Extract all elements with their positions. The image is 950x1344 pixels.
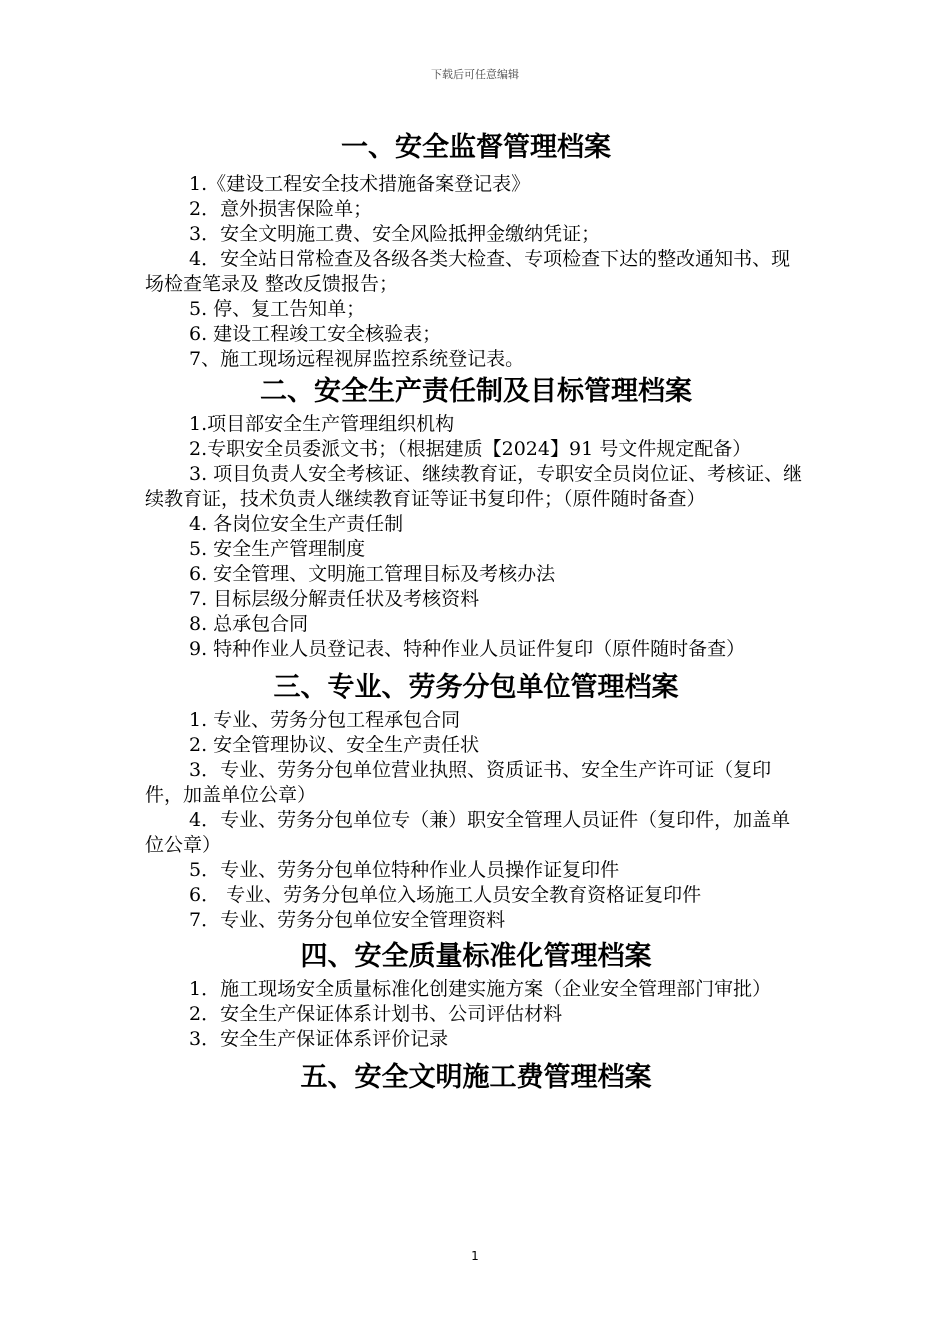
list-item: 2. 安全管理协议、安全生产责任状 [189,734,480,756]
list-item: 9. 特种作业人员登记表、特种作业人员证件复印（原件随时备查） [189,638,746,660]
section-title: 三、专业、劳务分包单位管理档案 [273,672,679,703]
section-title: 二、安全生产责任制及目标管理档案 [260,376,692,407]
section-title: 一、安全监督管理档案 [341,132,611,163]
list-item: 3．安全文明施工费、安全风险抵押金缴纳凭证； [189,223,601,245]
list-item: 7、施工现场远程视屏监控系统登记表。 [189,348,525,370]
page-number: 1 [471,1249,479,1263]
section-1 [145,128,807,372]
list-item: 1．施工现场安全质量标准化创建实施方案（企业安全管理部门审批） [189,978,772,1000]
list-item: 6. 建设工程竣工安全核验表； [189,323,442,345]
section-3 [145,668,807,933]
list-item: 2．安全生产保证体系计划书、公司评估材料 [189,1003,563,1025]
list-item: 5. 安全生产管理制度 [189,538,366,560]
list-item: 5. 停、复工告知单； [189,298,366,320]
list-item: 1.《建设工程安全技术措施备案登记表》 [189,173,531,195]
list-item: 7. 目标层级分解责任状及考核资料 [189,588,480,610]
list-item: 6. 安全管理、文明施工管理目标及考核办法 [189,563,556,585]
section-title: 五、安全文明施工费管理档案 [300,1062,652,1093]
list-item: 1. 专业、劳务分包工程承包合同 [189,709,461,731]
list-item: 6． 专业、劳务分包单位入场施工人员安全教育资格证复印件 [189,884,702,906]
list-item: 3．安全生产保证体系评价记录 [189,1028,449,1050]
list-item: 4．安全站日常检查及各级各类大检查、专项检查下达的整改通知书、现场检查笔录及 整改反馈报告； [145,248,791,295]
section-title: 四、安全质量标准化管理档案 [300,941,652,972]
section-2 [145,372,807,662]
list-item: 1.项目部安全生产管理组织机构 [189,413,455,435]
list-item: 4．专业、劳务分包单位专（兼）职安全管理人员证件（复印件，加盖单位公章） [145,809,791,856]
list-item: 2．意外损害保险单； [189,198,373,220]
list-item: 3．专业、劳务分包单位营业执照、资质证书、安全生产许可证（复印件，加盖单位公章） [145,759,772,806]
section-5 [145,1058,807,1098]
section-4 [145,937,807,1052]
list-item: 8. 总承包合同 [189,613,309,635]
document-body [145,128,807,1098]
list-item: 5．专业、劳务分包单位特种作业人员操作证复印件 [189,859,620,881]
list-item: 3. 项目负责人安全考核证、继续教育证，专职安全员岗位证、考核证、继续教育证，技术负责人继续教育证等证书复印件；（原件随时备查） [145,463,803,510]
header-note: 下载后可任意编辑 [431,68,519,81]
list-item: 4. 各岗位安全生产责任制 [189,513,404,535]
list-item: 2.专职安全员委派文书；（根据建质【2024】91 号文件规定配备） [189,438,752,460]
list-item: 7．专业、劳务分包单位安全管理资料 [189,909,506,931]
